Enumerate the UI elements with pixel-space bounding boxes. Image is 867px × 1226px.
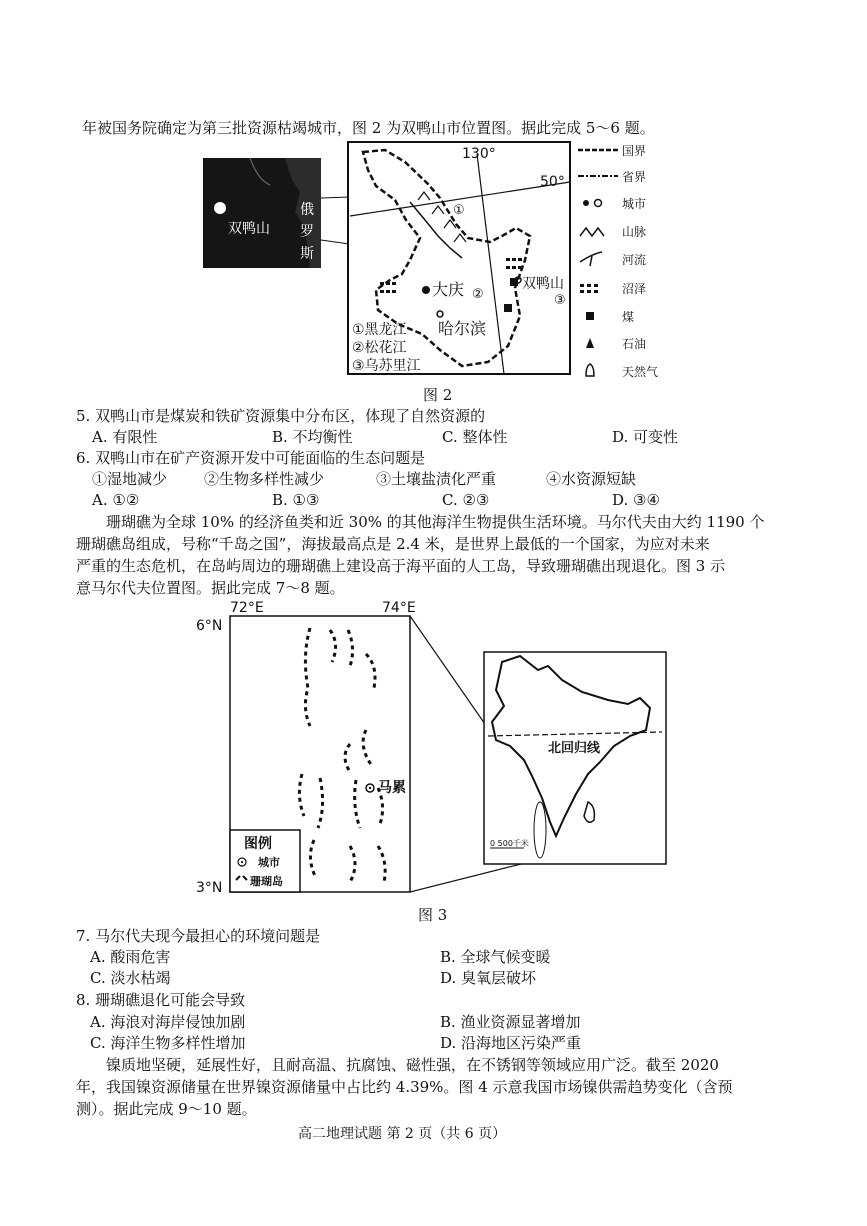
legend-border: 国界 [622, 144, 647, 158]
river-note-2: ②松花江 [352, 340, 407, 356]
legend-gas: 天然气 [622, 365, 659, 379]
q6-item-2: ②生物多样性减少 [204, 470, 325, 488]
passage2-line-3: 严重的生态危机，在岛屿周边的珊瑚礁上建设高于海平面的人工岛，导致珊瑚礁出现退化。图 3 示 [76, 557, 726, 575]
q7-option-b[interactable]: B. 全球气候变暖 [440, 948, 551, 966]
fig3-caption: 图 3 [418, 906, 448, 924]
river-note-3: ③乌苏里江 [352, 358, 421, 374]
india-inset-frame [484, 652, 666, 864]
inset-country-char-1: 俄 [300, 202, 314, 218]
coal-symbol-2 [504, 304, 512, 312]
inset-city-marker [214, 202, 226, 214]
svg-text:②: ② [472, 287, 484, 302]
tropic-label: 北回归线 [548, 741, 601, 756]
fig3-legend-island: 珊瑚岛 [250, 875, 283, 888]
lat-3n-label: 3°N [196, 880, 223, 896]
q6-stem: 6. 双鸭山市在矿产资源开发中可能面临的生态问题是 [76, 449, 426, 467]
city-daqing: 大庆 [432, 280, 465, 299]
city-harbin: 哈尔滨 [438, 319, 487, 338]
lat-50-label: 50° [540, 174, 565, 190]
svg-text:①: ① [453, 203, 465, 218]
inset-country-char-2: 罗 [300, 224, 314, 240]
q8-option-b[interactable]: B. 渔业资源显著增加 [440, 1013, 581, 1031]
q8-option-c[interactable]: C. 海洋生物多样性增加 [90, 1034, 246, 1052]
q6-option-a[interactable]: A. ①② [92, 491, 140, 509]
city-shuangyashan: 双鸭山 [522, 276, 564, 292]
legend-river: 河流 [622, 253, 647, 267]
q7-option-a[interactable]: A. 酸雨危害 [90, 948, 171, 966]
page-footer: 高二地理试题 第 2 页（共 6 页） [298, 1126, 507, 1142]
fig2-legend [578, 144, 658, 379]
legend-oil: 石油 [622, 337, 647, 351]
passage3-line-1: 镍质地坚硬，延展性好，且耐高温、抗腐蚀、磁性强，在不锈钢等领域应用广泛。截至 2020 [106, 1056, 719, 1074]
daqing-marker [422, 286, 430, 294]
figure-3 [190, 596, 680, 900]
lon-74e-label: 74°E [382, 600, 416, 616]
q7-option-d[interactable]: D. 臭氧层破坏 [440, 969, 537, 987]
river-note-1: ①黑龙江 [352, 322, 407, 338]
q7-stem: 7. 马尔代夫现今最担心的环境问题是 [76, 927, 321, 945]
q6-option-b[interactable]: B. ①③ [272, 491, 320, 509]
passage3-line-3: 测）。据此完成 9～10 题。 [76, 1100, 257, 1118]
intro-line: 年被国务院确定为第三批资源枯竭城市，图 2 为双鸭山市位置图。据此完成 5～6 题。 [82, 119, 655, 137]
q6-item-3: ③土壤盐渍化严重 [376, 470, 497, 488]
q6-item-1: ①湿地减少 [92, 470, 168, 488]
fig2-caption: 图 2 [423, 386, 453, 404]
q5-stem: 5. 双鸭山市是煤炭和铁矿资源集中分布区，体现了自然资源的 [76, 407, 486, 425]
lon-72e-label: 72°E [230, 600, 264, 616]
legend-mountain: 山脉 [622, 225, 647, 239]
fig3-legend-city: 城市 [258, 856, 280, 869]
legend-city: 城市 [622, 197, 647, 211]
lat-6n-label: 6°N [196, 618, 223, 634]
passage2-line-4: 意马尔代夫位置图。据此完成 7～8 题。 [76, 579, 345, 597]
fig3-legend-title: 图例 [244, 836, 272, 852]
figure-2 [200, 140, 680, 380]
q5-option-a[interactable]: A. 有限性 [92, 428, 158, 446]
passage2-line-2: 珊瑚礁岛组成，号称“千岛之国”，海拔最高点是 2.4 米，是世界上最低的一个国家，为应对未来 [76, 535, 710, 553]
lon-130-label: 130° [462, 146, 496, 162]
q8-option-a[interactable]: A. 海浪对海岸侵蚀加剧 [90, 1013, 246, 1031]
q5-option-d[interactable]: D. 可变性 [612, 428, 679, 446]
q7-option-c[interactable]: C. 淡水枯竭 [90, 969, 171, 987]
fig2-main-map [348, 142, 570, 374]
svg-text:③: ③ [554, 293, 566, 308]
q6-item-4: ④水资源短缺 [546, 470, 637, 488]
legend-province: 省界 [622, 170, 647, 184]
q8-stem: 8. 珊瑚礁退化可能会导致 [76, 991, 246, 1009]
q5-option-c[interactable]: C. 整体性 [442, 428, 508, 446]
legend-coal: 煤 [622, 310, 635, 324]
inset-city-label: 双鸭山 [228, 221, 270, 237]
legend-swamp: 沼泽 [622, 282, 647, 296]
q5-option-b[interactable]: B. 不均衡性 [272, 428, 353, 446]
inset-country-char-3: 斯 [300, 246, 314, 262]
q8-option-d[interactable]: D. 沿海地区污染严重 [440, 1034, 582, 1052]
passage3-line-2: 年，我国镍资源储量在世界镍资源储量中占比约 4.39%。图 4 示意我国市场镍供需趋势变化（含预 [76, 1078, 733, 1096]
scale-label: 0 500千米 [490, 839, 529, 848]
city-male: 马累 [378, 780, 406, 796]
passage2-line-1: 珊瑚礁为全球 10% 的经济鱼类和近 30% 的其他海洋生物提供生活环境。马尔代夫由大约 1190 个 [106, 513, 765, 531]
fig2-inset-map [203, 158, 321, 268]
q6-option-c[interactable]: C. ②③ [442, 491, 490, 509]
q6-option-d[interactable]: D. ③④ [612, 491, 660, 509]
